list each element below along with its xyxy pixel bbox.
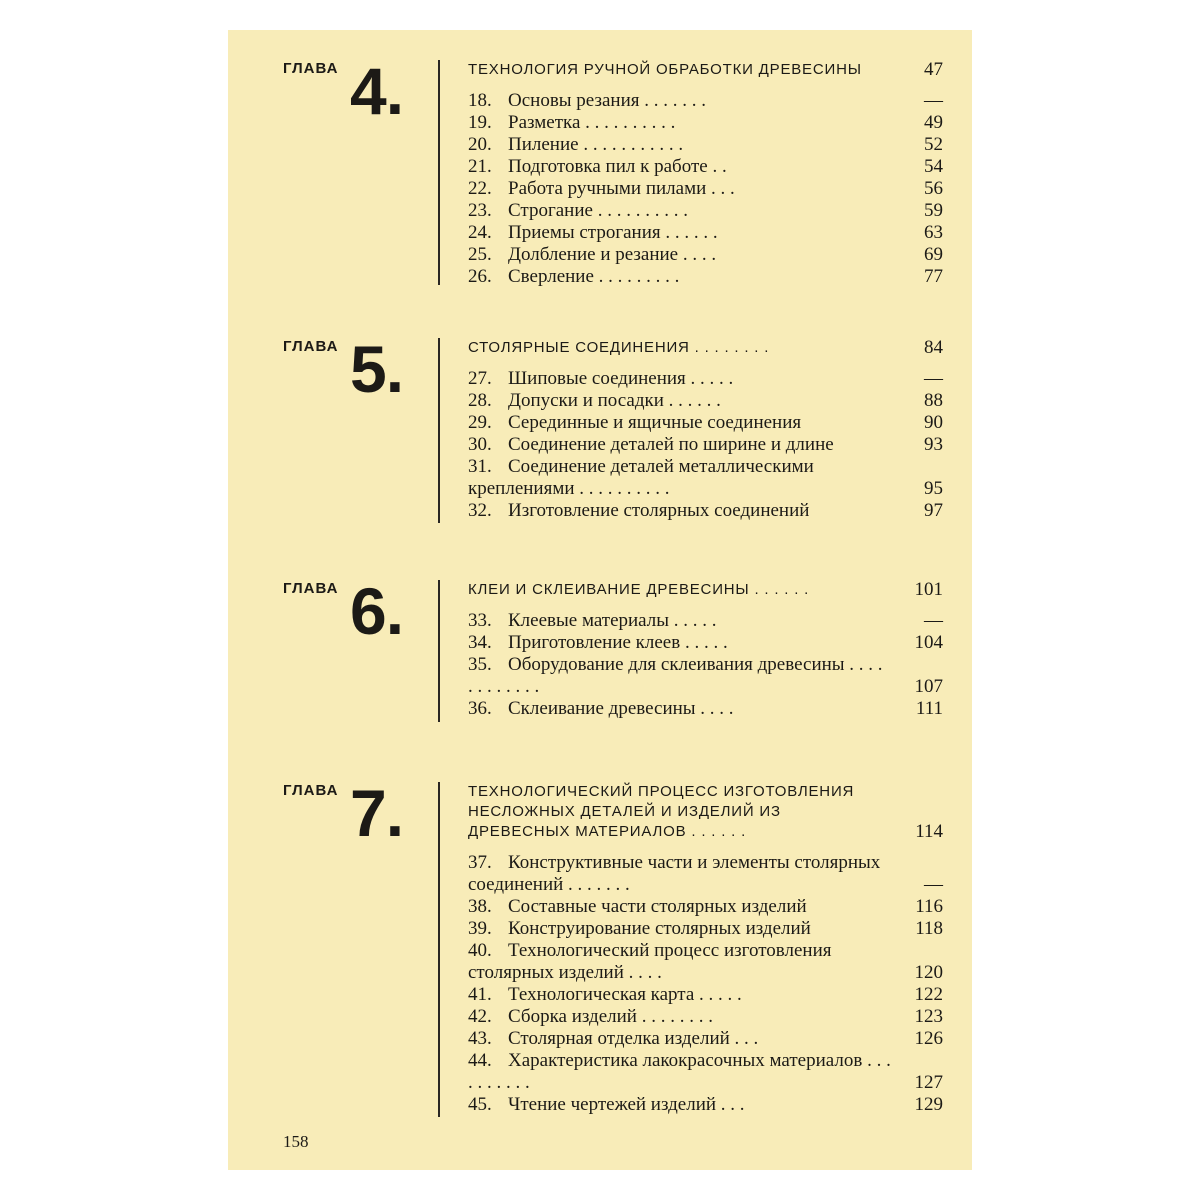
entry-page: 88 — [924, 390, 943, 411]
toc-entry: 44. Характеристика лакокрасочных материалов . . . . . . . . . . 127 — [468, 1050, 943, 1093]
toc-entry: 19. Разметка . . . . . . . . . . 49 — [468, 112, 943, 133]
toc-entry: 18. Основы резания . . . . . . . — — [468, 90, 943, 111]
entry-page: 127 — [914, 1072, 943, 1093]
chapter-content — [468, 580, 943, 720]
chapter-title: ТЕХНОЛОГИЧЕСКИЙ ПРОЦЕСС ИЗГОТОВЛЕНИЯ НЕСЛОЖНЫХ ДЕТАЛЕЙ И ИЗДЕЛИЙ ИЗ ДРЕВЕСНЫХ МАТЕРИАЛОВ . . . . . . 114 — [468, 783, 943, 842]
entry-page: — — [924, 610, 943, 631]
entry-page: 118 — [915, 918, 943, 939]
entry-page: 129 — [914, 1094, 943, 1115]
toc-entry: 34. Приготовление клеев . . . . . 104 — [468, 632, 943, 653]
chapter-page: 47 — [924, 59, 943, 80]
chapter-page: 101 — [914, 579, 943, 600]
entry-list — [468, 368, 943, 522]
toc-entry: 26. Сверление . . . . . . . . . 77 — [468, 266, 943, 287]
toc-entry: 31. Соединение деталей металлическими креплениями . . . . . . . . . . 95 — [468, 456, 943, 499]
toc-entry: 23. Строгание . . . . . . . . . . 59 — [468, 200, 943, 221]
chapter-divider — [438, 580, 440, 722]
chapter-number: 5. — [350, 332, 404, 406]
toc-entry: 25. Долбление и резание . . . . 69 — [468, 244, 943, 265]
entry-page: 49 — [924, 112, 943, 133]
toc-entry: 22. Работа ручными пилами . . . 56 — [468, 178, 943, 199]
toc-entry: 28. Допуски и посадки . . . . . . 88 — [468, 390, 943, 411]
entry-page: — — [924, 874, 943, 895]
entry-page: 93 — [924, 434, 943, 455]
chapter-content — [468, 782, 943, 1116]
entry-page: — — [924, 90, 943, 111]
toc-entry: 29. Серединные и ящичные соединения 90 — [468, 412, 943, 433]
entry-page: 52 — [924, 134, 943, 155]
chapter-label: ГЛАВА — [283, 782, 339, 799]
chapter-number: 7. — [350, 776, 404, 850]
entry-page: 54 — [924, 156, 943, 177]
entry-page: 95 — [924, 478, 943, 499]
chapter-page: 84 — [924, 337, 943, 358]
entry-page: 123 — [914, 1006, 943, 1027]
toc-entry: 33. Клеевые материалы . . . . . — — [468, 610, 943, 631]
page-number: 158 — [283, 1132, 309, 1151]
chapter-page: 114 — [915, 821, 943, 842]
toc-entry: 20. Пиление . . . . . . . . . . . 52 — [468, 134, 943, 155]
toc-entry: 30. Соединение деталей по ширине и длине 93 — [468, 434, 943, 455]
entry-list — [468, 90, 943, 288]
entry-page: 56 — [924, 178, 943, 199]
entry-page: 59 — [924, 200, 943, 221]
chapter-number: 6. — [350, 574, 404, 648]
entry-page: 63 — [924, 222, 943, 243]
entry-page: — — [924, 368, 943, 389]
entry-page: 97 — [924, 500, 943, 521]
toc-entry: 27. Шиповые соединения . . . . . — — [468, 368, 943, 389]
chapter-number: 4. — [350, 54, 404, 128]
toc-entry: 40. Технологический процесс изготовления столярных изделий . . . . 120 — [468, 940, 943, 983]
entry-list — [468, 852, 943, 1116]
entry-page: 107 — [914, 676, 943, 697]
entry-page: 77 — [924, 266, 943, 287]
toc-entry: 35. Оборудование для склеивания древесины . . . . . . . . . . . . 107 — [468, 654, 943, 697]
toc-entry: 32. Изготовление столярных соединений 97 — [468, 500, 943, 521]
book-page — [228, 30, 972, 1170]
chapter-content — [468, 338, 943, 522]
chapter-label: ГЛАВА — [283, 580, 339, 597]
entry-page: 69 — [924, 244, 943, 265]
entry-page: 126 — [914, 1028, 943, 1049]
chapter-divider — [438, 782, 440, 1117]
entry-page: 90 — [924, 412, 943, 433]
chapter-label: ГЛАВА — [283, 338, 339, 355]
chapter-label: ГЛАВА — [283, 60, 339, 77]
entry-list — [468, 610, 943, 720]
toc-entry: 38. Составные части столярных изделий 116 — [468, 896, 943, 917]
chapter-divider — [438, 338, 440, 523]
entry-page: 104 — [914, 632, 943, 653]
chapter-title: ТЕХНОЛОГИЯ РУЧНОЙ ОБРАБОТКИ ДРЕВЕСИНЫ 47 — [468, 59, 943, 80]
toc-entry: 24. Приемы строгания . . . . . . 63 — [468, 222, 943, 243]
chapter-content — [468, 60, 943, 288]
entry-page: 120 — [914, 962, 943, 983]
toc-entry: 39. Конструирование столярных изделий 118 — [468, 918, 943, 939]
entry-page: 111 — [915, 698, 943, 719]
entry-page: 122 — [914, 984, 943, 1005]
toc-entry: 42. Сборка изделий . . . . . . . . 123 — [468, 1006, 943, 1027]
toc-entry: 41. Технологическая карта . . . . . 122 — [468, 984, 943, 1005]
toc-entry: 36. Склеивание древесины . . . . 111 — [468, 698, 943, 719]
toc-entry: 37. Конструктивные части и элементы столярных соединений . . . . . . . — — [468, 852, 943, 895]
toc-entry: 21. Подготовка пил к работе . . 54 — [468, 156, 943, 177]
entry-page: 116 — [915, 896, 943, 917]
chapter-divider — [438, 60, 440, 285]
toc-entry: 43. Столярная отделка изделий . . . 126 — [468, 1028, 943, 1049]
chapter-title: СТОЛЯРНЫЕ СОЕДИНЕНИЯ . . . . . . . . 84 — [468, 337, 943, 358]
toc-entry: 45. Чтение чертежей изделий . . . 129 — [468, 1094, 943, 1115]
chapter-title: КЛЕИ И СКЛЕИВАНИЕ ДРЕВЕСИНЫ . . . . . . 101 — [468, 579, 943, 600]
